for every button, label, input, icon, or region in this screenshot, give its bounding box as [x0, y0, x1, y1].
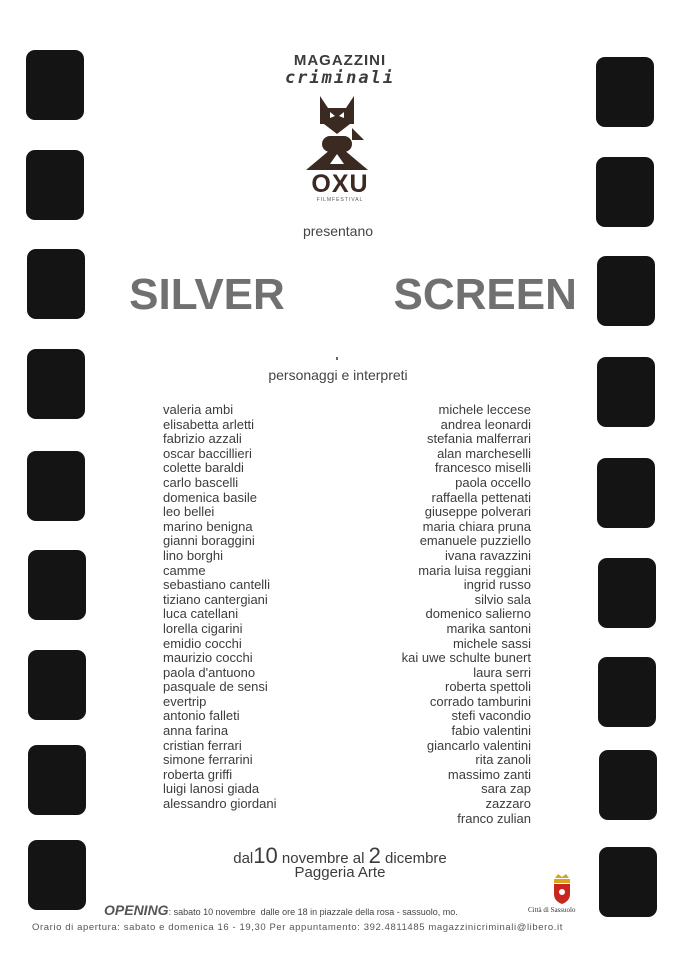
name-item: maria luisa reggiani [418, 562, 531, 578]
name-item: marika santoni [446, 620, 531, 636]
film-hole-left-4 [27, 349, 85, 419]
name-item: pasquale de sensi [163, 679, 268, 695]
name-item: luigi lanosi giada [163, 781, 260, 797]
decorative-dot [336, 357, 338, 360]
name-item: giancarlo valentini [426, 737, 531, 753]
names-list-right [402, 403, 531, 826]
film-hole-left-5 [27, 451, 85, 521]
dates-prefix: dal [233, 850, 254, 867]
name-item: camme [163, 562, 206, 578]
names-list-left [163, 403, 276, 812]
logo-magazzini: MAGAZZINI [293, 52, 387, 69]
name-item: fabio valentini [451, 723, 531, 739]
name-item: kai uwe schulte bunert [401, 650, 531, 666]
fox-logo-icon [300, 94, 374, 170]
name-item: giuseppe polverari [424, 504, 531, 520]
oxu-logo-text: OXU [311, 170, 369, 198]
city-label: Città di Sassuolo [528, 906, 576, 914]
name-item: corrado tamburini [429, 693, 531, 709]
name-item: domenica basile [163, 489, 257, 505]
name-item: franco zulian [457, 810, 531, 826]
name-item: alan marcheselli [437, 445, 531, 461]
name-item: valeria ambi [163, 402, 234, 417]
name-item: gianni boraggini [163, 533, 255, 549]
film-hole-right-8 [599, 750, 657, 820]
name-item: michele leccese [438, 402, 531, 417]
name-item: stefania malferrari [426, 431, 531, 447]
name-item: paola d'antuono [163, 664, 256, 680]
name-item: leo bellei [163, 504, 215, 520]
name-item: paola occello [455, 474, 531, 490]
name-item: ingrid russo [463, 577, 531, 593]
name-item: ivana ravazzini [445, 547, 531, 563]
name-item: michele sassi [452, 635, 531, 651]
name-item: rita zanoli [475, 752, 531, 768]
name-item: luca catellani [163, 606, 239, 622]
opening-hours: Orario di apertura: sabato e domenica 16 - 19,30 Per appuntamento: 392.4811485 magazzinicriminali@libero.it [32, 922, 563, 933]
name-item: tiziano cantergiani [163, 591, 268, 607]
subtitle: personaggi e interpreti [268, 367, 408, 383]
name-item: laura serri [473, 664, 531, 680]
venue: Paggeria Arte [294, 864, 386, 881]
opening-label: OPENING [104, 902, 169, 918]
dates-suffix: dicembre [380, 850, 447, 867]
film-hole-left-6 [28, 550, 86, 620]
presentano-text: presentano [302, 223, 374, 239]
name-item: colette baraldi [163, 460, 244, 476]
dates-start-day: 10 [253, 843, 278, 868]
name-item: stefi vacondio [451, 708, 531, 724]
name-item: sebastiano cantelli [163, 577, 270, 593]
name-item: simone ferrarini [163, 752, 253, 768]
name-item: carlo bascelli [163, 474, 239, 490]
name-item: emidio cocchi [163, 635, 242, 651]
name-item: maria chiara pruna [422, 518, 531, 534]
name-item: sara zap [481, 781, 531, 797]
filmfestival-label: FILMFESTIVAL [316, 197, 364, 203]
film-hole-left-7 [28, 650, 86, 720]
name-item: andrea leonardi [440, 416, 531, 432]
city-crest-icon [552, 874, 572, 904]
name-item: lorella cigarini [163, 620, 243, 636]
film-hole-left-8 [28, 745, 86, 815]
film-hole-right-5 [597, 458, 655, 528]
name-item: antonio falleti [163, 708, 240, 724]
name-item: maurizio cocchi [163, 650, 253, 666]
name-item: oscar baccillieri [163, 445, 252, 461]
name-item: fabrizio azzali [163, 431, 242, 447]
name-item: roberta spettoli [445, 679, 531, 695]
opening-line [104, 902, 458, 918]
dates-end-day: 2 [368, 843, 381, 868]
name-item: roberta griffi [163, 766, 233, 782]
dates-middle: novembre al [277, 850, 369, 867]
name-item: alessandro giordani [163, 796, 277, 812]
opening-text: : sabato 10 novembre dalle ore 18 in piazzale della rosa - sassuolo, mo. [168, 907, 458, 917]
name-item: evertrip [163, 693, 207, 709]
name-item: domenico salierno [425, 606, 531, 622]
film-hole-right-7 [598, 657, 656, 727]
name-item: zazzaro [485, 796, 531, 812]
name-item: raffaella pettenati [431, 489, 531, 505]
name-item: emanuele puzziello [419, 533, 531, 549]
name-item: anna farina [163, 723, 229, 739]
name-item: marino benigna [163, 518, 253, 534]
name-item: elisabetta arletti [163, 416, 255, 432]
name-item: silvio sala [474, 591, 531, 607]
film-hole-right-6 [598, 558, 656, 628]
name-item: lino borghi [163, 547, 223, 563]
page-title: SILVER SCREEN [129, 270, 577, 319]
name-item: cristian ferrari [163, 737, 242, 753]
logo-criminali: criminali [284, 68, 396, 88]
name-item: massimo zanti [447, 766, 531, 782]
name-item: francesco miselli [434, 460, 531, 476]
